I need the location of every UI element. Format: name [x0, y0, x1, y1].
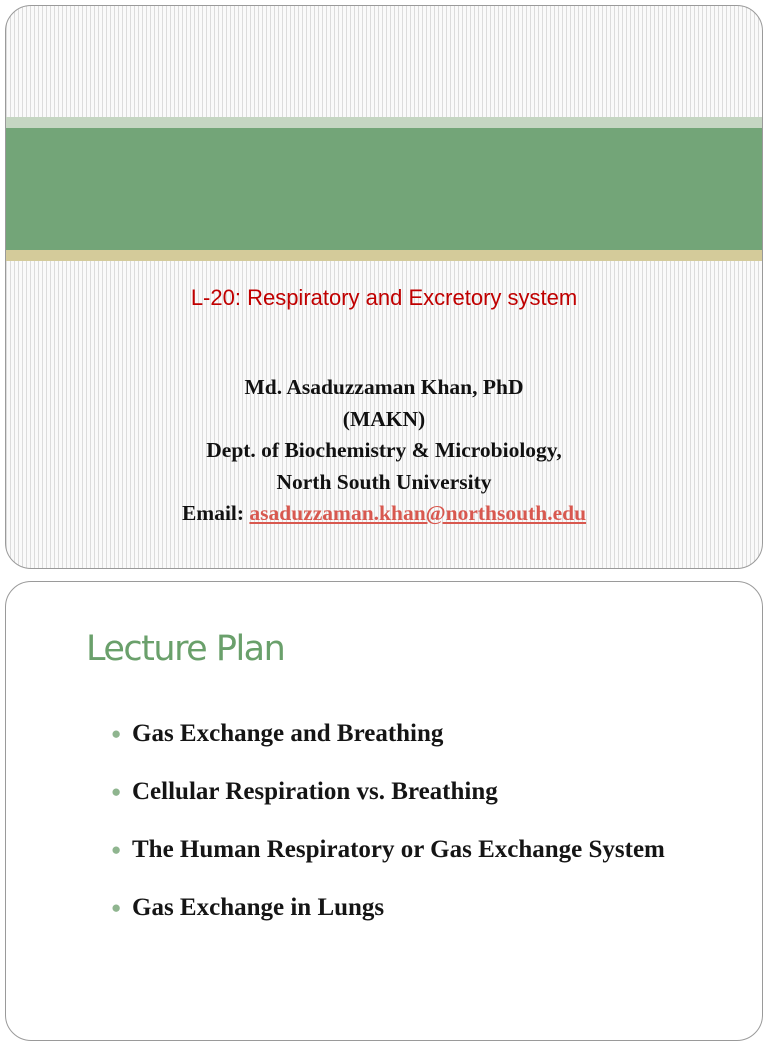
author-short-name: (MAKN) [342, 406, 426, 431]
bullet-icon: ● [111, 782, 122, 801]
title-band-bottom-stripe [6, 250, 762, 261]
lecture-plan-slide [5, 581, 763, 1041]
plan-item-text: Gas Exchange and Breathing [132, 720, 444, 747]
author-block [6, 372, 762, 530]
plan-item [111, 707, 711, 761]
plan-item [111, 881, 711, 935]
author-name: Md. Asaduzzaman Khan, PhD [244, 375, 524, 399]
plan-item-text: Cellular Respiration vs. Breathing [132, 778, 498, 805]
university: North South University [276, 469, 492, 494]
lecture-title: L-20: Respiratory and Excretory system [190, 285, 578, 310]
plan-item [111, 823, 711, 877]
email-link[interactable]: asaduzzaman.khan@northsouth.edu [249, 501, 587, 525]
plan-item-text: The Human Respiratory or Gas Exchange System [132, 836, 665, 863]
plan-heading: Lecture Plan [86, 629, 285, 669]
plan-item-text: Gas Exchange in Lungs [132, 894, 385, 921]
title-slide [5, 5, 763, 569]
bullet-icon: ● [111, 724, 122, 743]
bullet-icon: ● [111, 840, 122, 859]
title-band [6, 128, 762, 250]
plan-list [111, 707, 711, 939]
email-label: Email: [181, 501, 245, 525]
department: Dept. of Biochemistry & Microbiology, [206, 438, 562, 462]
plan-item [111, 765, 711, 819]
email-line [6, 498, 762, 530]
bullet-icon: ● [111, 898, 122, 917]
title-band-top-stripe [6, 117, 762, 128]
